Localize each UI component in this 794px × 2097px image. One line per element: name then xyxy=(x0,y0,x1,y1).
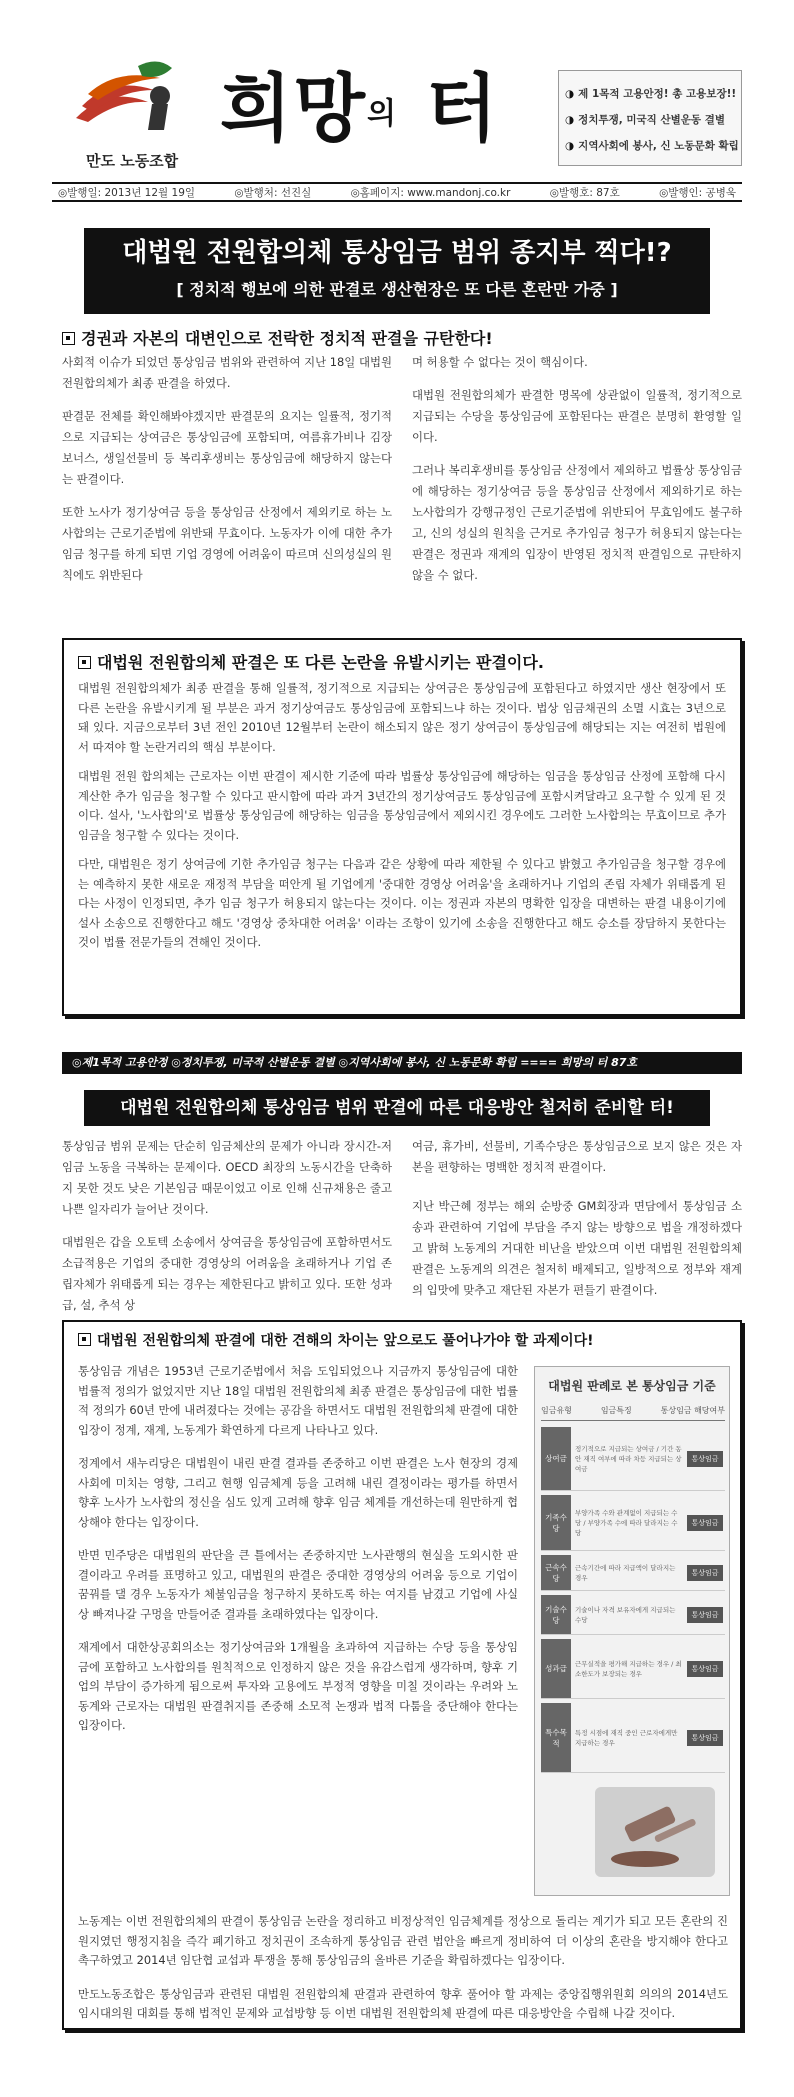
figure-row xyxy=(541,1703,725,1773)
paragraph: 여금, 휴가비, 선물비, 기족수당은 통상임금으로 보지 않은 것은 자본을 편향하는 명백한 정치적 판결이다. xyxy=(412,1139,742,1174)
paragraph: 사회적 이슈가 되었던 통상임금 범위와 관련하여 지난 18일 대법원 전원합의체가 최종 판결을 하였다. xyxy=(62,355,392,390)
figure-row xyxy=(541,1427,725,1491)
figure-col-b: 임금특징 xyxy=(600,1406,632,1415)
figure-row xyxy=(541,1639,725,1699)
title-part-c: 터 xyxy=(425,66,500,152)
figure-row xyxy=(541,1495,725,1551)
figure-col-c: 통상임금 해당여부 xyxy=(660,1406,725,1415)
main-headline xyxy=(84,228,710,314)
second-headline: 대법원 전원합의체 통상임금 범위 판결에 따른 대응방안 철저히 준비할 터! xyxy=(84,1090,710,1126)
figure-row-text: 특정 시점에 재직 중인 근로자에게만 지급하는 경우 xyxy=(575,1728,678,1747)
figure-row-category: 기족수당 xyxy=(541,1495,571,1550)
figure-title: 대법원 판례로 본 통상임금 기준 xyxy=(548,1379,716,1393)
paragraph: 또한 노사가 정기상여금 등을 통상임금 산정에서 제외키로 하는 노사합의는 근로기준법에 위반돼 무효이다. 노동자가 이에 대한 추가임금 청구를 하게 되면 기업 경영에 어려움이 따르며 신의성실의 원칙에도 위반된다 xyxy=(62,505,392,582)
figure-row-tag: 통상임금 xyxy=(687,1565,723,1581)
section4-narrow-text xyxy=(78,1362,518,1750)
figure-col-a: 임금유형 xyxy=(541,1406,572,1415)
figure-row-tag: 통상임금 xyxy=(687,1730,723,1746)
figure-row-category: 기술수당 xyxy=(541,1595,571,1634)
section3-left-column xyxy=(62,1136,392,1328)
figure-row-tag: 통상임금 xyxy=(687,1661,723,1677)
title-part-b: 의 xyxy=(366,96,398,132)
publish-date: ◎발행일: 2013년 12월 19일 xyxy=(58,186,196,199)
paragraph: 지난 박근혜 정부는 해외 순방중 GM회장과 면담에서 통상임금 소송과 관련하여 기업에 부담을 주지 않는 방향으로 법을 개정하겠다고 밝혀 노동계의 거대한 비난을 받았으며 이번 대법원 전원합의체 판결은 노동계의 의견은 철저히 배제되고, 일방적으로 정부와 재계의 입맛에 맞추고 재단된 자본가 편들기 판결이다. xyxy=(412,1199,742,1297)
paragraph: 판결문 전체를 확인해봐야겠지만 판결문의 요지는 일률적, 정기적으로 지급되는 상여금은 통상임금에 포함되며, 여름휴가비나 김장보너스, 생일선물비 등 복리후생비는 통상임금에 해당하지 않는다는 판결이다. xyxy=(62,409,392,486)
section4-heading-text: 대법원 전원합의체 판결에 대한 견해의 차이는 앞으로도 풀어나가야 할 과제이다! xyxy=(97,1333,594,1349)
bullet-icon: ◑ xyxy=(565,140,575,152)
figure-row xyxy=(541,1595,725,1635)
square-bullet-icon xyxy=(62,332,75,345)
paragraph: 대법원 전원합의체가 판결한 명목에 상관없이 일률적, 정기적으로 지급되는 수당을 통상임금에 포함된다는 판결은 분명히 환영할 일이다. xyxy=(412,388,742,444)
paragraph: 만도노동조합은 통상임금과 관련된 대법원 전원합의체 판결과 관련하여 향후 풀어야 할 과제는 중앙집행위원회 의의의 2014년도 임시대의원 대회를 통해 법적인 문제와 교섭방향 등 이번 대법원 전원합의체 판결에 따른 대응방안을 수립해 나갈 것이다. xyxy=(78,1986,728,2020)
slogan-text: 지역사회에 봉사, 신 노동문화 확립 xyxy=(578,140,739,152)
title-part-a: 희망 xyxy=(220,66,367,152)
section2-body xyxy=(78,679,726,953)
headline-title: 대법원 전원합의체 통상임금 범위 종지부 찍다!? xyxy=(122,238,672,268)
paragraph: 반면 민주당은 대법원의 판단을 큰 틀에서는 존중하지만 노사관행의 현실을 도외시한 판결이라고 우려를 표명하고 있고, 대법원의 판결은 중대한 경영상의 어려움 등으로 기업이 꿈꿔를 댈 경우 노동자가 체불임금을 청구하지 못하도록 하는 여지를 남겼고 기업에 사실상 빠져나갈 구멍을 만들어준 결과를 초래하였다는 입장이다. xyxy=(78,1548,518,1621)
paragraph: 대법원 전원합의체가 최종 판결을 통해 일률적, 정기적으로 지급되는 상여금은 통상임금에 포함된다고 하였지만 생산 현장에서 또 다른 논란을 유발시키게 될 부분은 과거 정기상여금도 통상임금에 포함되느냐 하는 것이다. 법상 임금채권의 소멸 시효는 3년으로 돼 있다. 지금으로부터 3년 전인 2010년 12월부터 논란이 해소되지 않은 정기 상여금이 통상임금에 해당되는 지는 여전히 법원에서 따져야 할 논란거리의 핵심 부분이다. xyxy=(78,681,726,754)
paragraph: 대법원은 갑을 오토텍 소송에서 상여금을 통상임금에 포함하면서도 소급적용은 기업의 중대한 경영상의 어려움을 초래하거나 기업 존립자체가 위태롭게 되는 경우는 제한된다고 밝히고 있다. 또한 성과급, 설, 추석 상 xyxy=(62,1235,392,1312)
slogan-item xyxy=(565,133,739,159)
slogan-band: ◎제1목적 고용안정 ◎정치투쟁, 미국적 산별운동 결별 ◎지역사회에 봉사, 신 노동문화 확립 ==== 희망의 터 87호 xyxy=(62,1052,742,1074)
figure-row-text: 정기적으로 지급되는 상여금 / 기간 동안 재직 여부에 따라 차등 지급되는 상여금 xyxy=(575,1444,682,1473)
paragraph: 재계에서 대한상공회의소는 정기상여금와 1개월을 초과하여 지급하는 수당 등을 통상임금에 포함하고 노사합의를 원칙적으로 인정하지 않은 것을 유감스럽게 생각하며, 향후 기업의 부담이 증가하게 됨으로써 투자와 고용에도 부정적 영향을 미칠 것이라는 우려와 노동계와 근로자는 대법원 판결취지를 존중해 소모적 논쟁과 법적 다툼을 중단해야 한다는 입장이다. xyxy=(78,1640,518,1732)
masthead xyxy=(52,42,742,172)
section4-wide-text xyxy=(78,1912,728,2038)
paragraph: 정계에서 새누리당은 대법원이 내린 판결 결과를 존중하고 이번 판결은 노사 현장의 경제 사회에 미치는 영향, 그리고 현행 임금체계 등을 고려해 내린 결정이라는 평가를 하면서 향후 노사가 노사합의 정신을 심도 있게 고려해 향후 임금 체계를 개선하는데 원만하게 협상해야 한다는 입장이다. xyxy=(78,1456,518,1529)
section4-box xyxy=(62,1320,742,2030)
union-logo xyxy=(68,56,188,136)
figure-header xyxy=(541,1405,725,1421)
figure-row-tag: 통상임금 xyxy=(687,1515,723,1531)
figure-row-category: 상여금 xyxy=(541,1427,571,1490)
figure-row-text: 근무실적을 평가해 지급하는 경우 / 최소한도가 보장되는 경우 xyxy=(575,1659,682,1678)
paragraph: 통상임금 범위 문제는 단순히 임금체산의 문제가 아니라 장시간-저임금 노동을 극복하는 문제이다. OECD 최장의 노동시간을 단축하지 못한 것도 낮은 기본임금 때문이었고 이로 인해 신규채용은 줄고 나쁜 일자리가 늘어난 것이다. xyxy=(62,1139,392,1216)
figure-row xyxy=(541,1555,725,1591)
bullet-icon: ◑ xyxy=(565,114,575,126)
paragraph: 통상임금 개념은 1953년 근로기준법에서 처음 도입되었으나 지금까지 통상임금에 대한 법률적 정의가 없었지만 지난 18일 대법원 전원합의체 최종 판결은 통상임금에 대한 법률적 정의가 60년 만에 내려졌다는 것에는 공감을 하면서도 대법원 전원합의체 판결에 대한 입장이 정계, 재계, 노동계가 확연하게 다르게 나타나고 있다. xyxy=(78,1364,518,1437)
paragraph: 대법원 전원 합의체는 근로자는 이번 판결이 제시한 기준에 따라 법률상 통상임금에 해당하는 임금을 통상임금 산정에 포함해 다시 계산한 추가 임금을 청구할 수 있다고 판시함에 따라 과거 3년간의 정기상여금도 통상임금에 포함시켜달라고 요구할 수 있게 된 것이다. 설사, '노사합의'로 법률상 통상임금에 해당하는 임금을 통상임금에서 제외시킨 경우에도 그러한 노사합의는 무효이므로 추가임금을 청구할 수 있다는 것이다. xyxy=(78,769,726,842)
publication-info-bar xyxy=(52,182,742,202)
publisher: ◎발행처: 선진실 xyxy=(234,186,312,199)
section4-heading xyxy=(78,1330,726,1350)
paragraph: 노동계는 이번 전원합의체의 판결이 통상임금 논란을 정리하고 비정상적인 임금체계를 정상으로 돌리는 계기가 되고 모든 혼란의 진원지였던 행정지침을 즉각 폐기하고 정치권이 조속하게 통상임금 관련 법안을 빠르게 정비하여 더 이상의 혼란을 방지해야 한다고 촉구하였고 2014년 임단협 교섭과 투쟁을 통해 통상임금의 올바른 기준을 확립하겠다는 입장이다. xyxy=(78,1914,728,1967)
figure-row-category: 특수목적 xyxy=(541,1703,571,1772)
slogan-item xyxy=(565,81,735,107)
wage-criteria-figure xyxy=(534,1366,730,1896)
newsletter-title xyxy=(212,60,582,160)
section1-heading xyxy=(62,326,493,349)
figure-row-text: 부양가족 수와 관계없이 지급되는 수당 / 부양가족 수에 따라 달라지는 수당 xyxy=(575,1508,678,1537)
editor: ◎발행인: 공병욱 xyxy=(659,186,736,199)
paragraph: 며 허용할 수 없다는 것이 핵심이다. xyxy=(412,355,588,369)
paragraph: 그러나 복리후생비를 통상임금 산정에서 제외하고 법률상 통상임금에 해당하는 정기상여금 등을 통상임금 산정에서 제외하기로 하는 노사합의가 강행규정인 근로기준법에 위반되어 무효임에도 불구하고, 신의 성실의 원칙을 근거로 추가임금 청구가 허용되지 않는다는 판결은 정권과 재계의 입장이 반영된 정치적 판결임으로 규탄하지 않을 수 없다. xyxy=(412,463,742,582)
figure-row-category: 근속수당 xyxy=(541,1555,571,1590)
slogan-text: 제 1목적 고용안정! 총 고용보장!! xyxy=(578,88,737,100)
figure-row-text: 근속기간에 따라 지급액이 달라지는 경우 xyxy=(575,1563,676,1582)
figure-row-text: 기술이나 자격 보유자에게 지급되는 수당 xyxy=(575,1605,676,1624)
issue-number: ◎발행호: 87호 xyxy=(549,186,620,199)
gavel-icon xyxy=(595,1787,715,1877)
square-bullet-icon xyxy=(78,656,91,669)
slogan-box xyxy=(558,70,742,166)
figure-row-category: 성과급 xyxy=(541,1639,571,1698)
slogan-item xyxy=(565,107,735,133)
section2-heading-text: 대법원 전원합의체 판결은 또 다른 논란을 유발시키는 판결이다. xyxy=(97,653,544,672)
section2-heading xyxy=(78,650,726,673)
homepage-link[interactable]: ◎홈페이지: www.mandonj.co.kr xyxy=(350,186,511,199)
headline-subtitle: [ 정치적 행보에 의한 판결로 생산현장은 또 다른 혼란만 가중 ] xyxy=(176,280,618,299)
section1-right-column xyxy=(412,352,742,598)
section1-left-column xyxy=(62,352,392,598)
gavel-photo xyxy=(595,1787,715,1877)
figure-row-tag: 통상임금 xyxy=(687,1607,723,1623)
section3-right-column xyxy=(412,1136,742,1313)
square-bullet-icon xyxy=(78,1333,91,1346)
section2-box xyxy=(62,638,742,1016)
paragraph: 다만, 대법원은 정기 상여금에 기한 추가임금 청구는 다음과 같은 상황에 따라 제한될 수 있다고 밝혔고 추가임금을 청구할 경우에는 예측하지 못한 새로운 재정적 부담을 떠안게 될 기업에게 '중대한 경영상 어려움'을 초래하거나 기업의 존립 자체가 위태롭게 된다는 사정이 인정되면, 추가 임금 청구가 허용되지 않는다는 것이다. 이는 정권과 자본의 명확한 입장을 대변하는 판결 내용이기에 설사 소송으로 진행한다고 해도 '경영상 중차대한 어려움' 이라는 조항이 있기에 소송을 진행한다고 해도 승소를 장담하지 못한다는 것이 법률 전문가들의 견해인 것이다. xyxy=(78,857,726,949)
union-logo-graphic xyxy=(68,56,188,136)
figure-row-tag: 통상임금 xyxy=(687,1451,723,1467)
bullet-icon: ◑ xyxy=(565,88,575,100)
section1-heading-text: 경권과 자본의 대변인으로 전락한 정치적 판결을 규탄한다! xyxy=(81,329,493,348)
union-name: 만도 노동조합 xyxy=(86,152,179,170)
slogan-text: 정치투쟁, 미국직 산별운동 결별 xyxy=(578,114,725,126)
